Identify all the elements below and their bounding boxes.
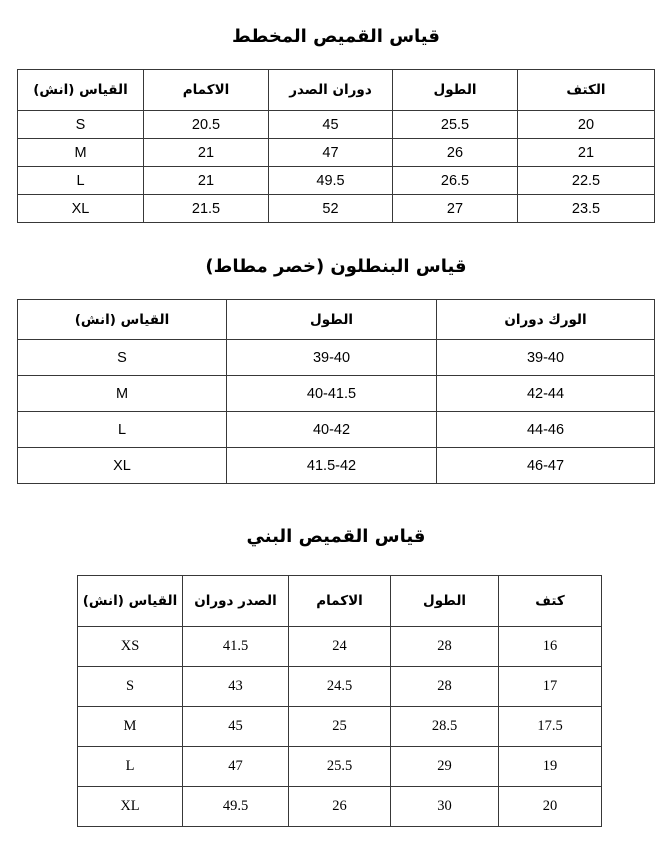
table-cell: S — [18, 340, 227, 376]
table-cell: 49.5 — [269, 167, 393, 195]
table-row — [18, 340, 655, 376]
table-cell: 43 — [183, 667, 289, 707]
table-row — [18, 111, 655, 139]
pants-size-table — [17, 299, 655, 484]
table-row — [78, 627, 602, 667]
header-cell: القياس (انش) — [18, 300, 227, 340]
table-cell: XS — [78, 627, 183, 667]
table-cell: 39-40 — [227, 340, 437, 376]
header-cell: دوران الصدر — [269, 70, 393, 111]
pants-title: قياس البنطلون (خصر مطاط) — [205, 256, 467, 277]
table-cell: XL — [18, 448, 227, 484]
table-cell: 26 — [289, 787, 391, 827]
header-cell: القياس (انش) — [78, 576, 183, 627]
header-row — [18, 300, 655, 340]
header-cell: الكتف — [518, 70, 655, 111]
table-cell: 28 — [391, 667, 499, 707]
table-row — [18, 195, 655, 223]
table-cell: 39-40 — [437, 340, 655, 376]
table-row — [78, 787, 602, 827]
table-row — [18, 376, 655, 412]
table-cell: 47 — [269, 139, 393, 167]
striped-shirt-size-table — [17, 69, 655, 223]
table-cell: 20 — [518, 111, 655, 139]
table-cell: 41.5 — [183, 627, 289, 667]
table-cell: 16 — [499, 627, 602, 667]
table-cell: 44-46 — [437, 412, 655, 448]
header-cell: الصدر دوران — [183, 576, 289, 627]
table-cell: 21 — [518, 139, 655, 167]
table-cell: L — [18, 412, 227, 448]
table-cell: 21 — [144, 139, 269, 167]
header-row — [18, 70, 655, 111]
table-row — [18, 139, 655, 167]
table-cell: 28.5 — [391, 707, 499, 747]
table-cell: 19 — [499, 747, 602, 787]
table-cell: 26.5 — [393, 167, 518, 195]
table-cell: 25.5 — [393, 111, 518, 139]
table-cell: XL — [78, 787, 183, 827]
table-cell: 27 — [393, 195, 518, 223]
header-cell: كتف — [499, 576, 602, 627]
table-cell: 26 — [393, 139, 518, 167]
table-cell: L — [78, 747, 183, 787]
table-cell: 47 — [183, 747, 289, 787]
table-cell: 28 — [391, 627, 499, 667]
brown-shirt-size-table — [77, 575, 602, 827]
table-cell: 20 — [499, 787, 602, 827]
header-cell: الطول — [227, 300, 437, 340]
table-cell: 45 — [269, 111, 393, 139]
table-cell: 41.5-42 — [227, 448, 437, 484]
header-cell: الاكمام — [289, 576, 391, 627]
table-row — [18, 412, 655, 448]
table-cell: 46-47 — [437, 448, 655, 484]
pants-size-section — [0, 223, 672, 484]
table-row — [78, 707, 602, 747]
table-cell: 42-44 — [437, 376, 655, 412]
brown-shirt-size-section — [0, 484, 672, 827]
table-cell: S — [78, 667, 183, 707]
header-cell: القياس (انش) — [18, 70, 144, 111]
table-cell: 45 — [183, 707, 289, 747]
striped-shirt-title: قياس القميص المخطط — [232, 26, 440, 47]
table-cell: 17 — [499, 667, 602, 707]
table-cell: 21.5 — [144, 195, 269, 223]
table-row — [18, 167, 655, 195]
table-cell: 24 — [289, 627, 391, 667]
table-cell: 30 — [391, 787, 499, 827]
header-cell: الورك دوران — [437, 300, 655, 340]
table-cell: XL — [18, 195, 144, 223]
table-cell: 23.5 — [518, 195, 655, 223]
table-cell: M — [78, 707, 183, 747]
table-row — [78, 747, 602, 787]
table-cell: 40-42 — [227, 412, 437, 448]
table-cell: 25 — [289, 707, 391, 747]
header-row — [78, 576, 602, 627]
table-cell: 20.5 — [144, 111, 269, 139]
table-cell: 49.5 — [183, 787, 289, 827]
table-cell: M — [18, 376, 227, 412]
table-cell: 40-41.5 — [227, 376, 437, 412]
header-cell: الطول — [391, 576, 499, 627]
table-row — [18, 448, 655, 484]
table-cell: 22.5 — [518, 167, 655, 195]
table-cell: M — [18, 139, 144, 167]
striped-shirt-size-section — [0, 0, 672, 223]
table-cell: S — [18, 111, 144, 139]
table-row — [78, 667, 602, 707]
brown-shirt-title: قياس القميص البني — [246, 526, 426, 547]
table-cell: 52 — [269, 195, 393, 223]
table-cell: 17.5 — [499, 707, 602, 747]
table-cell: 21 — [144, 167, 269, 195]
table-cell: 24.5 — [289, 667, 391, 707]
table-cell: 25.5 — [289, 747, 391, 787]
header-cell: الطول — [393, 70, 518, 111]
header-cell: الاكمام — [144, 70, 269, 111]
table-cell: L — [18, 167, 144, 195]
table-cell: 29 — [391, 747, 499, 787]
